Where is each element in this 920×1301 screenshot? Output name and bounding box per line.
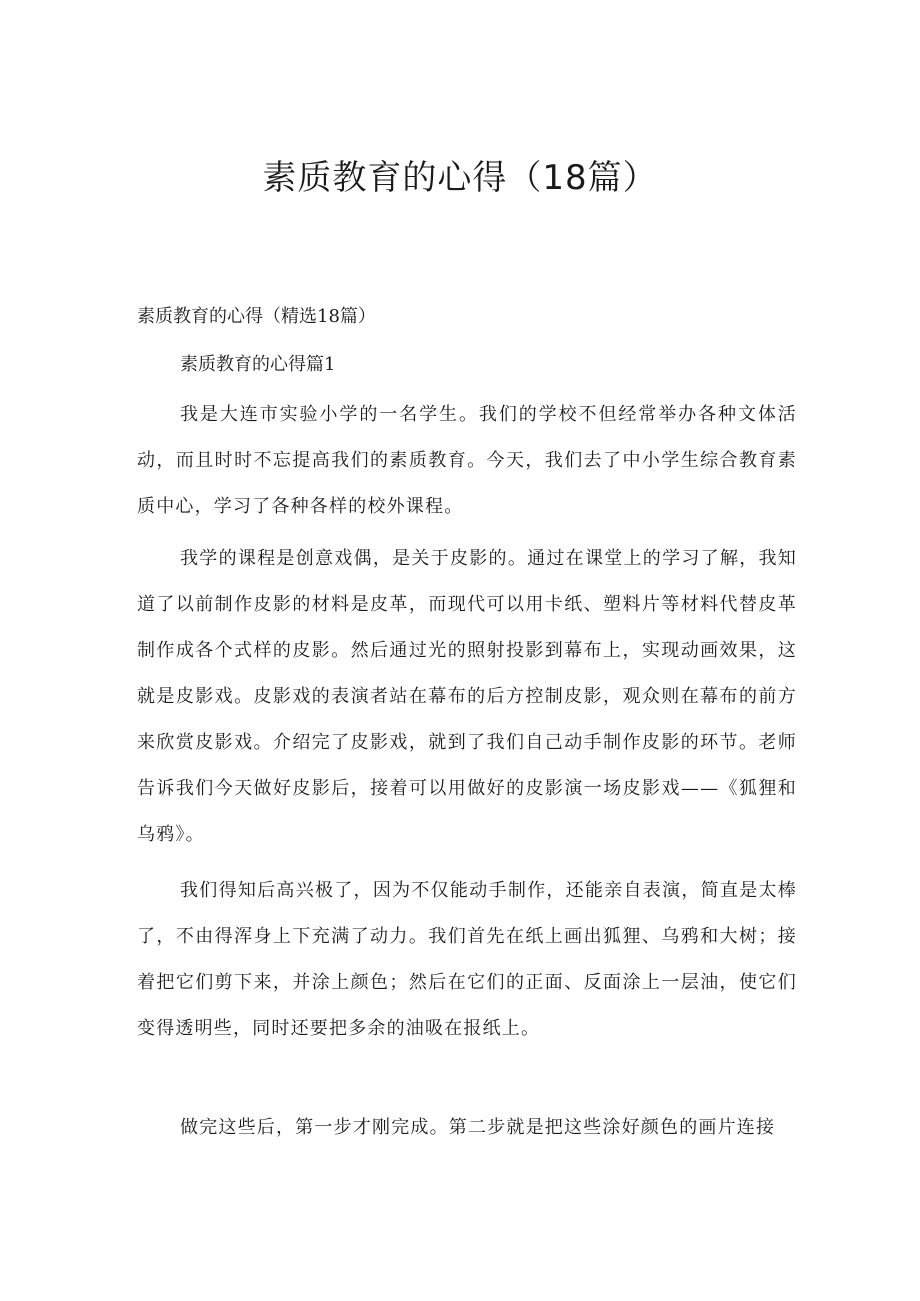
paragraph: 我是大连市实验小学的一名学生。我们的学校不但经常举办各种文体活动，而且时时不忘提高我们的素质教育。今天，我们去了中小学生综合教育素质中心，学习了各种各样的校外课程。 xyxy=(137,404,797,517)
section-heading: 素质教育的心得篇1 xyxy=(180,354,336,375)
paragraph: 我学的课程是创意戏偶，是关于皮影的。通过在课堂上的学习了解，我知道了以前制作皮影的材料是皮革，而现代可以用卡纸、塑料片等材料代替皮革制作成各个式样的皮影。然后通过光的照射投影到幕布上，实现动画效果，这就是皮影戏。皮影戏的表演者站在幕布的后方控制皮影，观众则在幕布的前方来欣赏皮影戏。介绍完了皮影戏，就到了我们自己动手制作皮影的环节。老师告诉我们今天做好皮影后，接着可以用做好的皮影演一场皮影戏——《狐狸和乌鸦》。 xyxy=(137,548,797,845)
document-title: 素质教育的心得（18篇） xyxy=(262,158,658,198)
paragraph: 我们得知后高兴极了，因为不仅能动手制作，还能亲自表演，简直是太棒了，不由得浑身上下充满了动力。我们首先在纸上画出狐狸、乌鸦和大树；接着把它们剪下来，并涂上颜色；然后在它们的正面、反面涂上一层油，使它们变得透明些，同时还要把多余的油吸在报纸上。 xyxy=(137,880,797,1039)
document-subtitle: 素质教育的心得（精选18篇） xyxy=(137,306,376,327)
paragraph: 做完这些后，第一步才刚完成。第二步就是把这些涂好颜色的画片连接 xyxy=(180,1117,776,1138)
